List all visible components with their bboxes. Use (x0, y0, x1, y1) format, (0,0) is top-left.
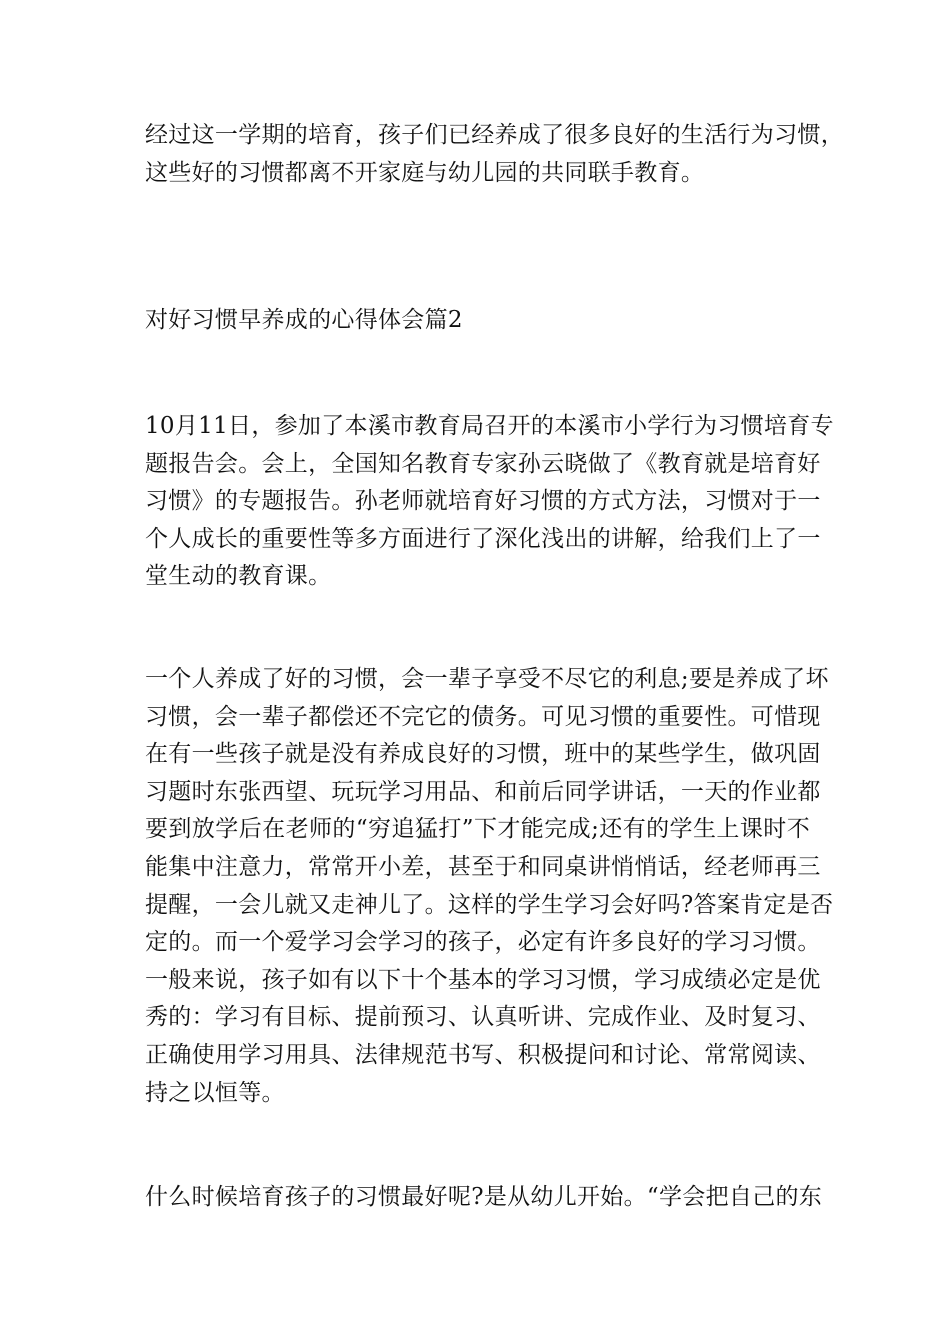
text-line: 习惯，会一辈子都偿还不完它的债务。可见习惯的重要性。可惜现 (145, 703, 821, 730)
text-line: 秀的：学习有目标、提前预习、认真听讲、完成作业、及时复习、 (145, 1004, 821, 1031)
text-line: 在有一些孩子就是没有养成良好的习惯，班中的某些学生，做巩固 (145, 741, 821, 768)
text-line: 题报告会。会上，全国知名教育专家孙云晓做了《教育就是培育好 (145, 450, 821, 477)
text-line: 这些好的习惯都离不开家庭与幼儿园的共同联手教育。 (145, 159, 705, 186)
text-line: 能集中注意力，常常开小差，甚至于和同桌讲悄悄话，经老师再三 (145, 853, 821, 880)
text-line: 正确使用学习用具、法律规范书写、积极提问和讨论、常常阅读、 (145, 1041, 821, 1068)
text-line: 持之以恒等。 (145, 1079, 285, 1106)
text-line: 个人成长的重要性等多方面进行了深化浅出的讲解，给我们上了一 (145, 525, 821, 552)
text-line: 要到放学后在老师的“穷追猛打”下才能完成;还有的学生上课时不 (145, 816, 810, 843)
text-line: 一个人养成了好的习惯，会一辈子享受不尽它的利息;要是养成了坏 (145, 666, 829, 692)
text-line: 定的。而一个爱学习会学习的孩子，必定有许多良好的学习习惯。 (145, 929, 821, 956)
paragraph-habits (145, 661, 834, 1112)
text-line: 提醒，一会儿就又走神儿了。这样的学生学习会好吗?答案肯定是否 (145, 891, 834, 918)
text-line: 10月11日，参加了本溪市教育局召开的本溪市小学行为习惯培育专 (145, 413, 834, 439)
text-line: 堂生动的教育课。 (145, 563, 332, 590)
text-line: 习题时东张西望、玩玩学习用品、和前后同学讲话，一天的作业都 (145, 778, 821, 805)
text-line: 习惯》的专题报告。孙老师就培育好习惯的方式方法，习惯对于一 (145, 488, 821, 515)
paragraph-report (145, 408, 834, 596)
paragraph-intro (145, 117, 844, 192)
text-line: 一般来说，孩子如有以下十个基本的学习习惯，学习成绩必定是优 (145, 966, 821, 993)
text-line: 经过这一学期的培育，孩子们已经养成了很多良好的生活行为习惯， (145, 122, 844, 148)
section-heading: 对好习惯早养成的心得体会篇2 (145, 307, 463, 333)
text-line: 什么时候培育孩子的习惯最好呢?是从幼儿开始。“学会把自己的东 (145, 1184, 823, 1210)
paragraph-when (145, 1179, 823, 1217)
